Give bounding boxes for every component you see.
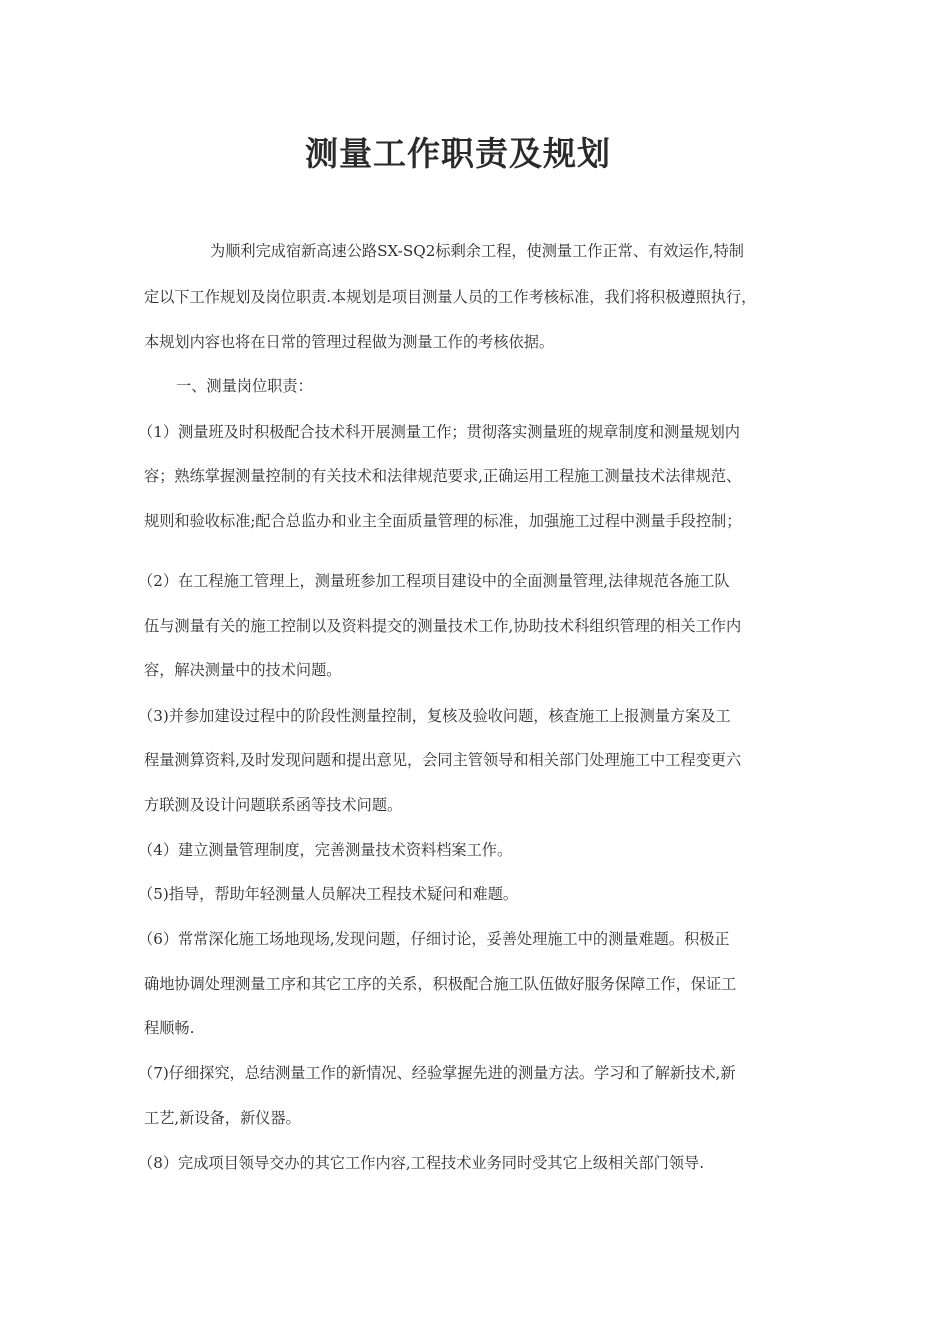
paragraph-line: 容，解决测量中的技术问题。: [144, 661, 342, 679]
paragraph-line: （5)指导，帮助年轻测量人员解决工程技术疑问和难题。: [138, 885, 519, 903]
paragraph-line: （1）测量班及时积极配合技术科开展测量工作；贯彻落实测量班的规章制度和测量规划内: [138, 423, 740, 441]
paragraph-line: 程量测算资料,及时发现问题和提出意见，会同主管领导和相关部门处理施工中工程变更六: [144, 751, 742, 769]
paragraph-line: （8）完成项目领导交办的其它工作内容,工程技术业务同时受其它上级相关部门领导.: [138, 1154, 705, 1172]
paragraph-line: 规则和验收标准;配合总监办和业主全面质量管理的标准，加强施工过程中测量手段控制；: [144, 512, 742, 530]
paragraph-line: （3)并参加建设过程中的阶段性测量控制，复核及验收问题，核查施工上报测量方案及工: [138, 707, 731, 725]
paragraph-line: 伍与测量有关的施工控制以及资料提交的测量技术工作,协助技术科组织管理的相关工作内: [144, 617, 742, 635]
paragraph-line: （2）在工程施工管理上，测量班参加工程项目建设中的全面测量管理,法律规范各施工队: [138, 572, 730, 590]
paragraph-line: 工艺,新设备，新仪器。: [144, 1109, 301, 1127]
paragraph-line: 程顺畅.: [144, 1019, 195, 1037]
paragraph-line: （7)仔细探究，总结测量工作的新情况、经验掌握先进的测量方法。学习和了解新技术,新: [138, 1064, 736, 1082]
paragraph-line: 容；熟练掌握测量控制的有关技术和法律规范要求,正确运用工程施工测量技术法律规范、: [144, 467, 742, 485]
paragraph-line: 定以下工作规划及岗位职责.本规划是项目测量人员的工作考核标准，我们将积极遵照执行，: [144, 288, 757, 306]
section-heading: 一、测量岗位职责：: [176, 377, 313, 395]
paragraph-line: 确地协调处理测量工序和其它工序的关系，积极配合施工队伍做好服务保障工作，保证工: [144, 975, 737, 993]
paragraph-line: （6）常常深化施工场地现场,发现问题，仔细讨论，妥善处理施工中的测量难题。积极正: [138, 930, 730, 948]
paragraph-line: （4）建立测量管理制度，完善测量技术资料档案工作。: [138, 841, 513, 859]
paragraph-line: 为顺利完成宿新高速公路SX-SQ2标剩余工程，使测量工作正常、有效运作,特制: [210, 242, 744, 260]
document-title: 测量工作职责及规划: [305, 134, 611, 173]
paragraph-line: 本规划内容也将在日常的管理过程做为测量工作的考核依据。: [144, 333, 555, 351]
paragraph-line: 方联测及设计问题联系函等技术问题。: [144, 796, 403, 814]
